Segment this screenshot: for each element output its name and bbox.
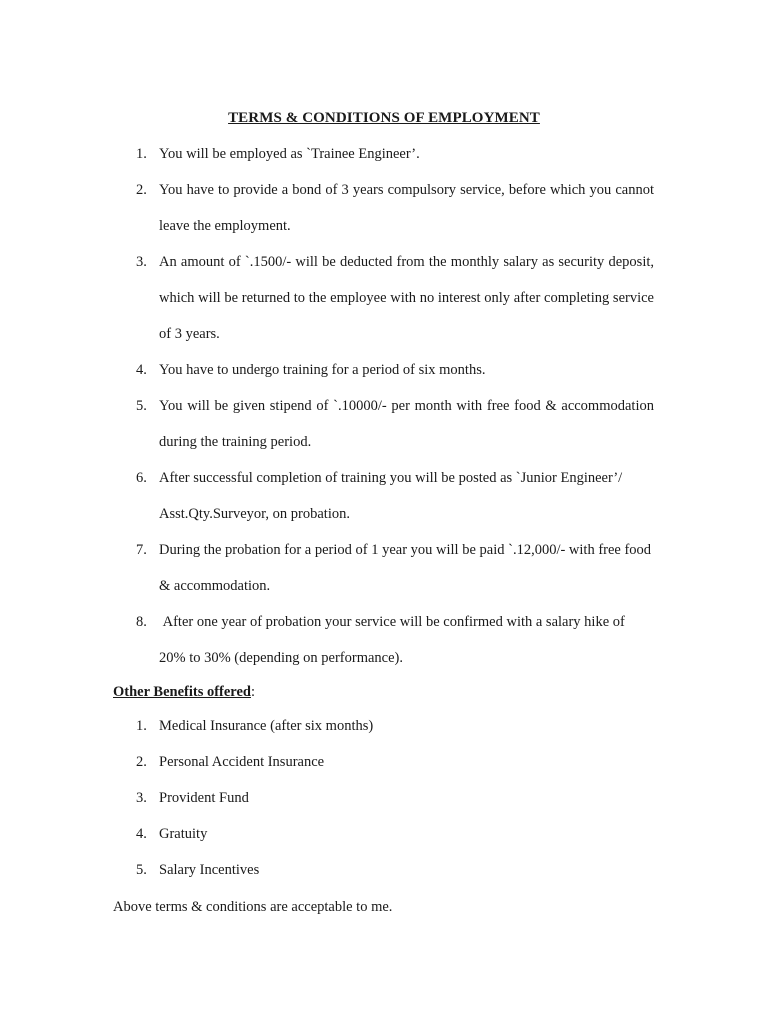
list-item-text: An amount of `.1500/- will be deducted from the monthly salary as security deposit, which will be returned to the employee with no interest only after completing service of 3 years. <box>159 254 654 342</box>
list-item <box>0 744 654 780</box>
list-item <box>0 852 654 888</box>
list-item-number: 3. <box>136 790 147 806</box>
list-item-text: Personal Accident Insurance <box>159 754 325 770</box>
list-item <box>0 388 654 460</box>
closing-statement: Above terms & conditions are acceptable to me. <box>113 899 393 915</box>
benefits-heading <box>113 681 255 703</box>
list-item-text: After one year of probation your service will be confirmed with a salary hike of 20% to 30% (depending on performance). <box>159 614 629 666</box>
list-item-number: 5. <box>136 862 147 878</box>
list-item-number: 5. <box>136 398 147 414</box>
list-item-number: 7. <box>136 542 147 558</box>
list-item-number: 8. <box>136 614 147 630</box>
list-item <box>0 604 654 676</box>
list-item-number: 4. <box>136 362 147 378</box>
benefits-list <box>0 708 654 888</box>
list-item <box>0 460 654 532</box>
list-item-text: You will be given stipend of `.10000/- per month with free food & accommodation during the training period. <box>159 398 654 450</box>
list-item-number: 1. <box>136 146 147 162</box>
benefits-heading-colon: : <box>250 684 256 700</box>
list-item-number: 2. <box>136 754 147 770</box>
benefits-heading-text: Other Benefits offered <box>113 684 251 700</box>
terms-list <box>0 136 654 676</box>
list-item-text: During the probation for a period of 1 year you will be paid `.12,000/- with free food & accommodation. <box>159 542 652 594</box>
list-item-text: Provident Fund <box>159 790 249 806</box>
list-item-text: Gratuity <box>159 826 208 842</box>
list-item <box>0 244 654 352</box>
list-item <box>0 352 654 388</box>
list-item-number: 6. <box>136 470 147 486</box>
list-item-text: You will be employed as `Trainee Engineer’. <box>159 146 420 162</box>
list-item-text: You have to provide a bond of 3 years compulsory service, before which you cannot leave the employment. <box>159 182 654 234</box>
page-title: TERMS & CONDITIONS OF EMPLOYMENT <box>228 110 540 126</box>
list-item <box>0 532 654 604</box>
list-item-number: 1. <box>136 718 147 734</box>
list-item-number: 4. <box>136 826 147 842</box>
list-item-number: 3. <box>136 254 147 270</box>
list-item-text: After successful completion of training you will be posted as `Junior Engineer’/ Asst.Qty.Surveyor, on probation. <box>159 470 623 522</box>
list-item-text: Salary Incentives <box>159 862 260 878</box>
list-item-number: 2. <box>136 182 147 198</box>
list-item-text: Medical Insurance (after six months) <box>159 718 374 734</box>
list-item-text: You have to undergo training for a period of six months. <box>159 362 486 378</box>
list-item <box>0 136 654 172</box>
list-item <box>0 708 654 744</box>
list-item <box>0 172 654 244</box>
list-item <box>0 816 654 852</box>
list-item <box>0 780 654 816</box>
